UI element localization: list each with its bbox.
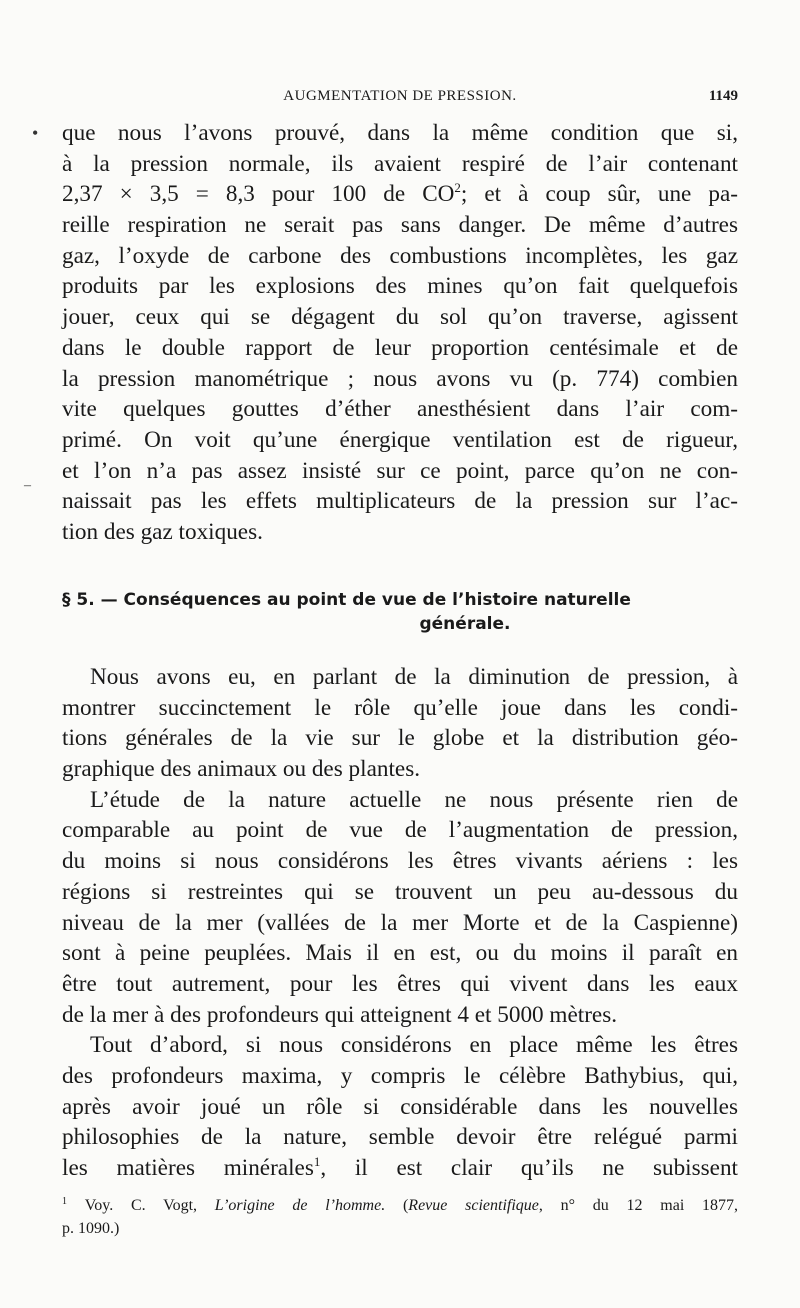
text-line: régions si restreintes qui se trouvent un peu au-dessous du [62,878,738,905]
footnote [62,1194,738,1240]
text-line: à la pression normale, ils avaient respiré de l’air contenant [62,150,738,177]
text-line [62,1153,738,1184]
text-line: dans le double rapport de leur proportion centésimale et de [62,334,738,361]
text-line: montrer succinctement le rôle qu’elle joue dans les condi- [62,694,738,721]
text-line: naissait pas les effets multiplicateurs de la pression sur l’ac- [62,488,738,515]
footnote-reference: 1 [313,1154,321,1169]
text-line: sont à peine peuplées. Mais il en est, ou du moins il paraît en [62,940,738,967]
text-fragment: ; et à coup sûr, une pa- [460,181,738,208]
text-line: primé. On voit qu’une énergique ventilation est de rigueur, [62,426,738,453]
text-fragment: , il est clair qu’ils ne subissent [320,1155,738,1181]
footnote-book-title: L’origine de l’homme. [214,1197,386,1214]
margin-dash: – [24,478,31,493]
footnote-text: , n° du 12 mai 1877, [538,1197,739,1214]
text-fragment: 2,37 × 3,5 = 8,3 pour 100 de CO [62,181,455,208]
text-line [62,179,738,210]
footnote-marker: 1 [62,1196,67,1207]
footnote-text: ( [385,1197,409,1214]
text-line: produits par les explosions des mines qu’on fait quelquefois [62,273,738,300]
text-line: reille respiration ne serait pas sans danger. De même d’autres [62,212,738,239]
paragraph-1 [62,118,738,548]
text-line: philosophies de la nature, semble devoir être relégué parmi [62,1124,738,1151]
page-number: 1149 [708,88,738,104]
text-fragment: les matières minérales [62,1155,314,1181]
text-line: vite quelques gouttes d’éther anesthésient dans l’air com- [62,396,738,423]
text-line: que nous l’avons prouvé, dans la même condition que si, [62,120,738,146]
text-line: après avoir joué un rôle si considérable dans les nouvelles [62,1093,738,1120]
footnote-journal: Revue scientifique [408,1197,539,1214]
footnote-text: Voy. C. Vogt, [84,1197,215,1214]
superscript: 2 [454,180,461,196]
running-header [62,86,738,110]
text-line: gaz, l’oxyde de carbone des combustions incomplètes, les gaz [62,242,738,269]
text-line: graphique des animaux ou des plantes. [62,756,421,783]
paragraph-group [62,662,738,1184]
text-line: de la mer à des profondeurs qui atteignent 4 et 5000 mètres. [62,1001,618,1028]
section-heading [62,588,738,636]
text-line: tion des gaz toxiques. [62,518,263,545]
text-line: être tout autrement, pour les êtres qui vivent dans les eaux [62,970,738,997]
text-line: L’étude de la nature actuelle ne nous présente rien de [90,786,738,813]
text-line: niveau de la mer (vallées de la mer Morte et de la Caspienne) [62,909,738,936]
text-line: comparable au point de vue de l’augmentation de pression, [62,817,738,844]
margin-dot: • [32,123,39,143]
text-line: tions générales de la vie sur le globe et la distribution géo- [62,725,738,752]
text-line: et l’on n’a pas assez insisté sur ce point, parce qu’on ne con- [62,457,738,484]
text-line: Tout d’abord, si nous considérons en place même les êtres [90,1032,738,1059]
footnote-line: p. 1090.) [62,1220,120,1237]
section-heading-line: § 5. — Conséquences au point de vue de l’histoire naturelle [62,590,631,610]
running-title: AUGMENTATION DE PRESSION. [283,88,517,104]
text-line: jouer, ceux qui se dégagent du sol qu’on traverse, agissent [62,304,738,331]
text-line: la pression manométrique ; nous avons vu (p. 774) combien [62,365,738,392]
footnote-line [62,1194,738,1217]
text-line: des profondeurs maxima, y compris le célèbre Bathybius, qui, [62,1062,738,1089]
text-line: Nous avons eu, en parlant de la diminution de pression, à [90,664,738,690]
text-line: du moins si nous considérons les êtres vivants aériens : les [62,848,738,875]
section-heading-line: générale. [419,614,511,634]
